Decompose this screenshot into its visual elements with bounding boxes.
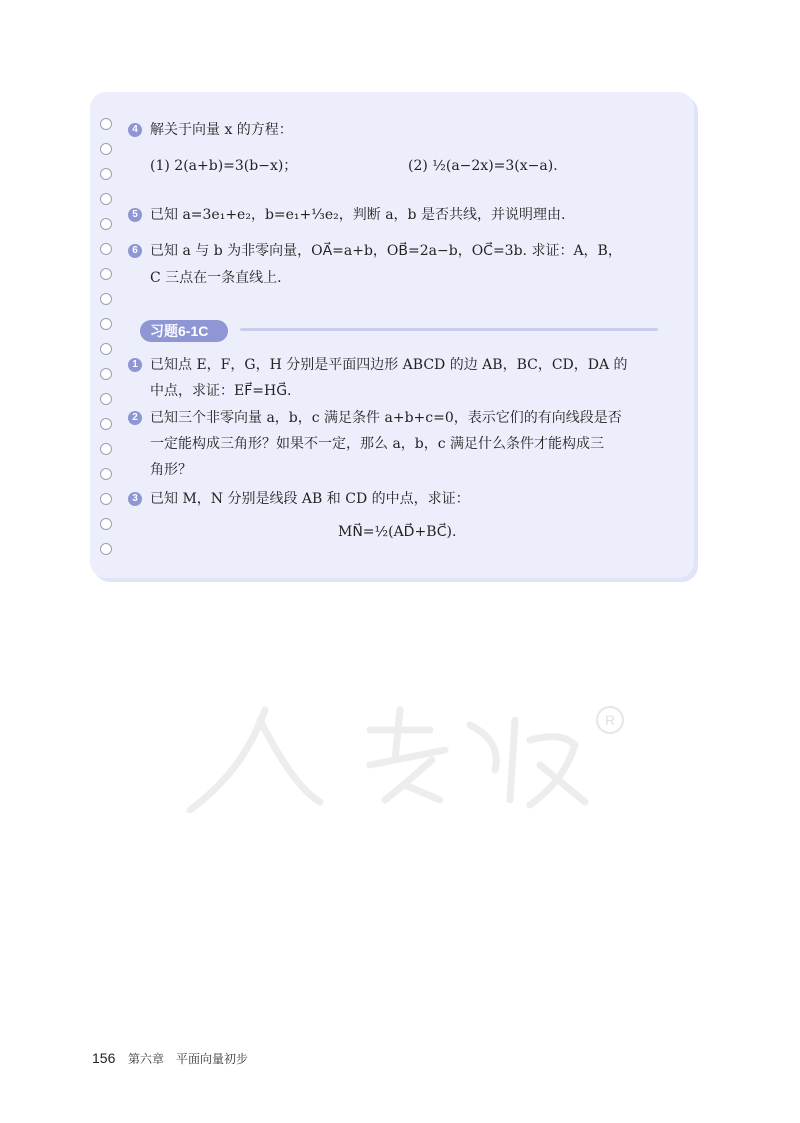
section-item-2-line-2: 一定能构成三角形？如果不一定，那么 a，b，c 满足什么条件才能构成三 (150, 436, 605, 452)
binder-ring (100, 268, 112, 280)
binder-ring (100, 218, 112, 230)
section-title: 习题6-1C (140, 320, 228, 342)
question-6-line-1: 已知 a 与 b 为非零向量，OA⃗=a+b，OB⃗=2a−b，OC⃗=3b. 求证：A，B， (150, 243, 622, 259)
publisher-watermark (170, 690, 630, 830)
section-item-1-line-1: 已知点 E，F，G，H 分别是平面四边形 ABCD 的边 AB，BC，CD，DA 的 (150, 357, 628, 373)
binder-ring (100, 543, 112, 555)
binder-ring (100, 118, 112, 130)
binder-ring (100, 168, 112, 180)
binder-ring (100, 318, 112, 330)
section-item-3-formula: MN⃗=½(AD⃗+BC⃗). (338, 524, 457, 540)
binder-ring (100, 368, 112, 380)
binder-ring (100, 443, 112, 455)
svg-text:R: R (604, 712, 616, 728)
binder-ring (100, 293, 112, 305)
binder-ring (100, 343, 112, 355)
binder-ring (100, 493, 112, 505)
section-header (140, 320, 658, 340)
section-item-2-line-3: 角形？ (150, 462, 192, 478)
question-6-line-2: C 三点在一条直线上. (150, 270, 282, 286)
question-5-number: 5 (128, 208, 142, 222)
question-6-number: 6 (128, 244, 142, 258)
chapter-title: 第六章 平面向量初步 (128, 1052, 249, 1066)
question-4-part-2: (2) ½(a−2x)=3(x−a). (408, 158, 558, 174)
binder-ring (100, 393, 112, 405)
section-item-3-number: 3 (128, 492, 142, 506)
section-item-1-number: 1 (128, 358, 142, 372)
section-item-1-line-2: 中点，求证：EF⃗=HG⃗. (150, 383, 292, 399)
page-number: 156 (92, 1050, 116, 1066)
binder-ring (100, 418, 112, 430)
question-4-part-1: (1) 2(a+b)=3(b−x)； (150, 158, 298, 174)
binder-ring (100, 243, 112, 255)
binder-ring (100, 518, 112, 530)
section-item-2-number: 2 (128, 411, 142, 425)
binder-ring (100, 193, 112, 205)
question-4-text: 解关于向量 x 的方程： (150, 122, 293, 138)
question-5-text: 已知 a=3e₁+e₂，b=e₁+⅓e₂，判断 a，b 是否共线，并说明理由. (150, 207, 566, 223)
question-4-number: 4 (128, 123, 142, 137)
binder-ring (100, 468, 112, 480)
section-item-2-line-1: 已知三个非零向量 a，b，c 满足条件 a+b+c=0，表示它们的有向线段是否 (150, 410, 622, 426)
section-item-3-line-1: 已知 M，N 分别是线段 AB 和 CD 的中点，求证： (150, 491, 470, 507)
binder-ring (100, 143, 112, 155)
section-divider (240, 328, 658, 331)
